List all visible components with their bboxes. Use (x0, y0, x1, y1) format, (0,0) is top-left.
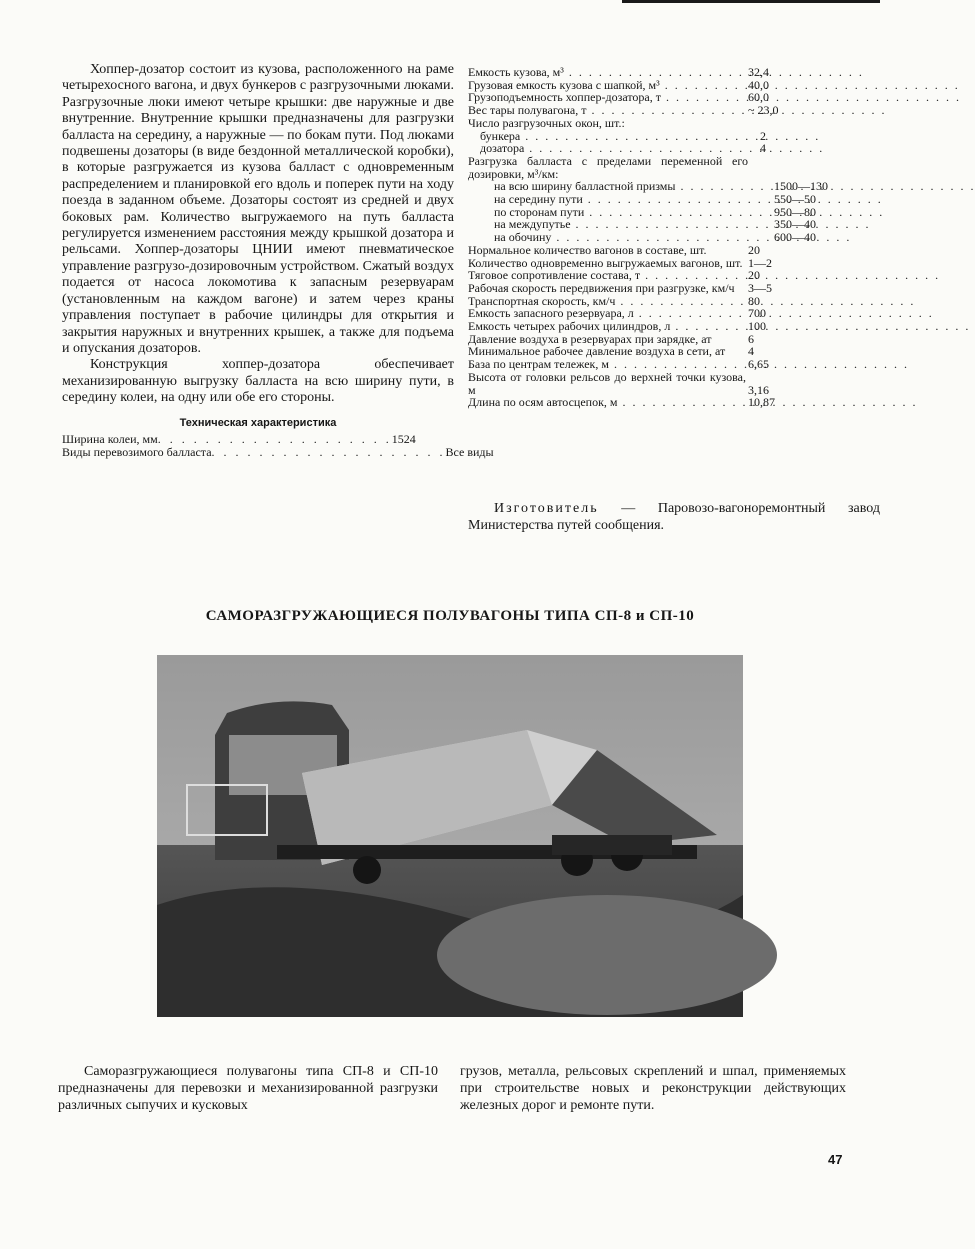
hopper-construction: Конструкция хоппер-дозатора обеспечивает механизированную выгрузку балласта на всю ширину пути, в середину колеи, на одну или обе его стороны. (62, 357, 454, 406)
spec-row: на междупутье . . . 350—40 (468, 218, 880, 231)
tech-specs-list (468, 66, 880, 409)
spec-row: на середину пути . . . 550—50 (468, 193, 880, 206)
spec-row: База по центрам тележек, м . . . 6,65 (468, 358, 880, 371)
spec-row: дозатора . . . 4 (468, 142, 880, 155)
spec-row: Емкость четырех рабочих цилиндров, л . . . 100 (468, 320, 880, 333)
spec-row-gauge: Ширина колеи, мм . . . . . . . . . . . . . . . . . . . . 1524 (62, 431, 416, 446)
railcar-photo (157, 655, 743, 1017)
spec-row: Транспортная скорость, км/ч . . . 80 (468, 295, 880, 308)
manufacturer-text: — Паровозо-вагоноремонтный завод Министерства путей сообщения. (468, 501, 880, 533)
spec-row: Количество одновременно выгружаемых вагонов, шт. 1—2 (468, 255, 772, 270)
spec-row: Вес тары полувагона, т . . . ~ 23,0 (468, 104, 880, 117)
spec-row: Нормальное количество вагонов в составе, шт. 20 (468, 242, 760, 257)
spec-row: Грузоподъемность хоппер-дозатора, т . . . 60,0 (468, 91, 880, 104)
manufacturer-label: Изготовитель (494, 501, 599, 516)
spec-row: Высота от головки рельсов до верхней точки кузова, м 3,16 (468, 369, 769, 397)
spec-row: Давление воздуха в резервуарах при зарядке, ат 6 (468, 331, 754, 346)
gondola-intro-continued: грузов, металла, рельсовых скреплений и шпал, применяемых при строительстве новых и реконструкции действующих железных дорог и ремонте пути. (460, 1064, 846, 1113)
spec-row: Емкость запасного резервуара, л . . . 700 (468, 307, 880, 320)
left-column (62, 62, 494, 459)
spec-row: Тяговое сопротивление состава, т . . . 20 (468, 269, 880, 282)
spec-row: Рабочая скорость передвижения при разгрузке, км/ч 3—5 (468, 280, 772, 295)
spec-row-ballast: Виды перевозимого балласта . . . . . . . . . . . . . . . . . . . . Все виды (62, 444, 494, 459)
spec-row: бункера . . . 2 (468, 130, 880, 143)
railcar-photo-svg (157, 655, 743, 1017)
top-rule (622, 0, 880, 3)
gondola-intro: Саморазгружающиеся полувагоны типа СП-8 и СП-10 предназначены для перевозки и механизированной разгрузки различных сыпучих и кусковых (58, 1064, 438, 1113)
spec-row: Минимальное рабочее давление воздуха в сети, ат 4 (468, 344, 754, 359)
spec-row: на обочину . . . 600—40 (468, 231, 880, 244)
spec-row: Грузовая емкость кузова с шапкой, м³ . . . 40,0 (468, 79, 880, 92)
specs-title: Техническая характеристика (179, 416, 337, 429)
spec-row: Емкость кузова, м³ . . . 32,4 (468, 66, 880, 79)
section-heading: САМОРАЗГРУЖАЮЩИЕСЯ ПОЛУВАГОНЫ ТИПА СП-8 и СП-10 (205, 608, 695, 624)
spec-row: Разгрузка балласта с пределами переменной его дозировки, м³/км: (468, 153, 748, 181)
manufacturer-note (468, 500, 880, 534)
hopper-description: Хоппер-дозатор состоит из кузова, расположенного на раме четырехосного вагона, и двух бункеров с разгрузочными люками. Разгрузочные люки имеют четыре крышки: две наружные и две внутренние. Внутренние крышки предназначены для разгрузки балласта на середину, а наружные — по бокам пути. Под люками подвешены дозаторы (в виде бездонной металлической коробки), в которые разгружается из кузова балласт с одновременным распределением и планировкой его вдоль и поперек пути на ходу поезда в заданном объеме. Дозаторы состоят из средней и двух боковых рам. Количество выгружаемого на путь балласта регулируется изменением расстояния между крышкой дозатора и рельсами. Хоппер-дозаторы ЦНИИ имеют пневматическое управление разгрузо-дозировочным устройством. Сжатый воздух подается от насоса локомотива к запасным резервуарам (установленным на каждом вагоне) и затем через краны управления поступает в рабочие цилиндры для открытия и закрытия наружных и внутренних крышек, а также для подъема и опускания дозаторов. (62, 62, 454, 356)
spec-row: на всю ширину балластной призмы . . . 1500—130 (468, 180, 880, 193)
spec-row: Число разгрузочных окон, шт.: (468, 115, 625, 130)
page-number: 47 (828, 1152, 843, 1167)
spec-row: Длина по осям автосцепок, м . . . 10,87 (468, 396, 880, 409)
spec-row: по сторонам пути . . . 950—80 (468, 206, 880, 219)
